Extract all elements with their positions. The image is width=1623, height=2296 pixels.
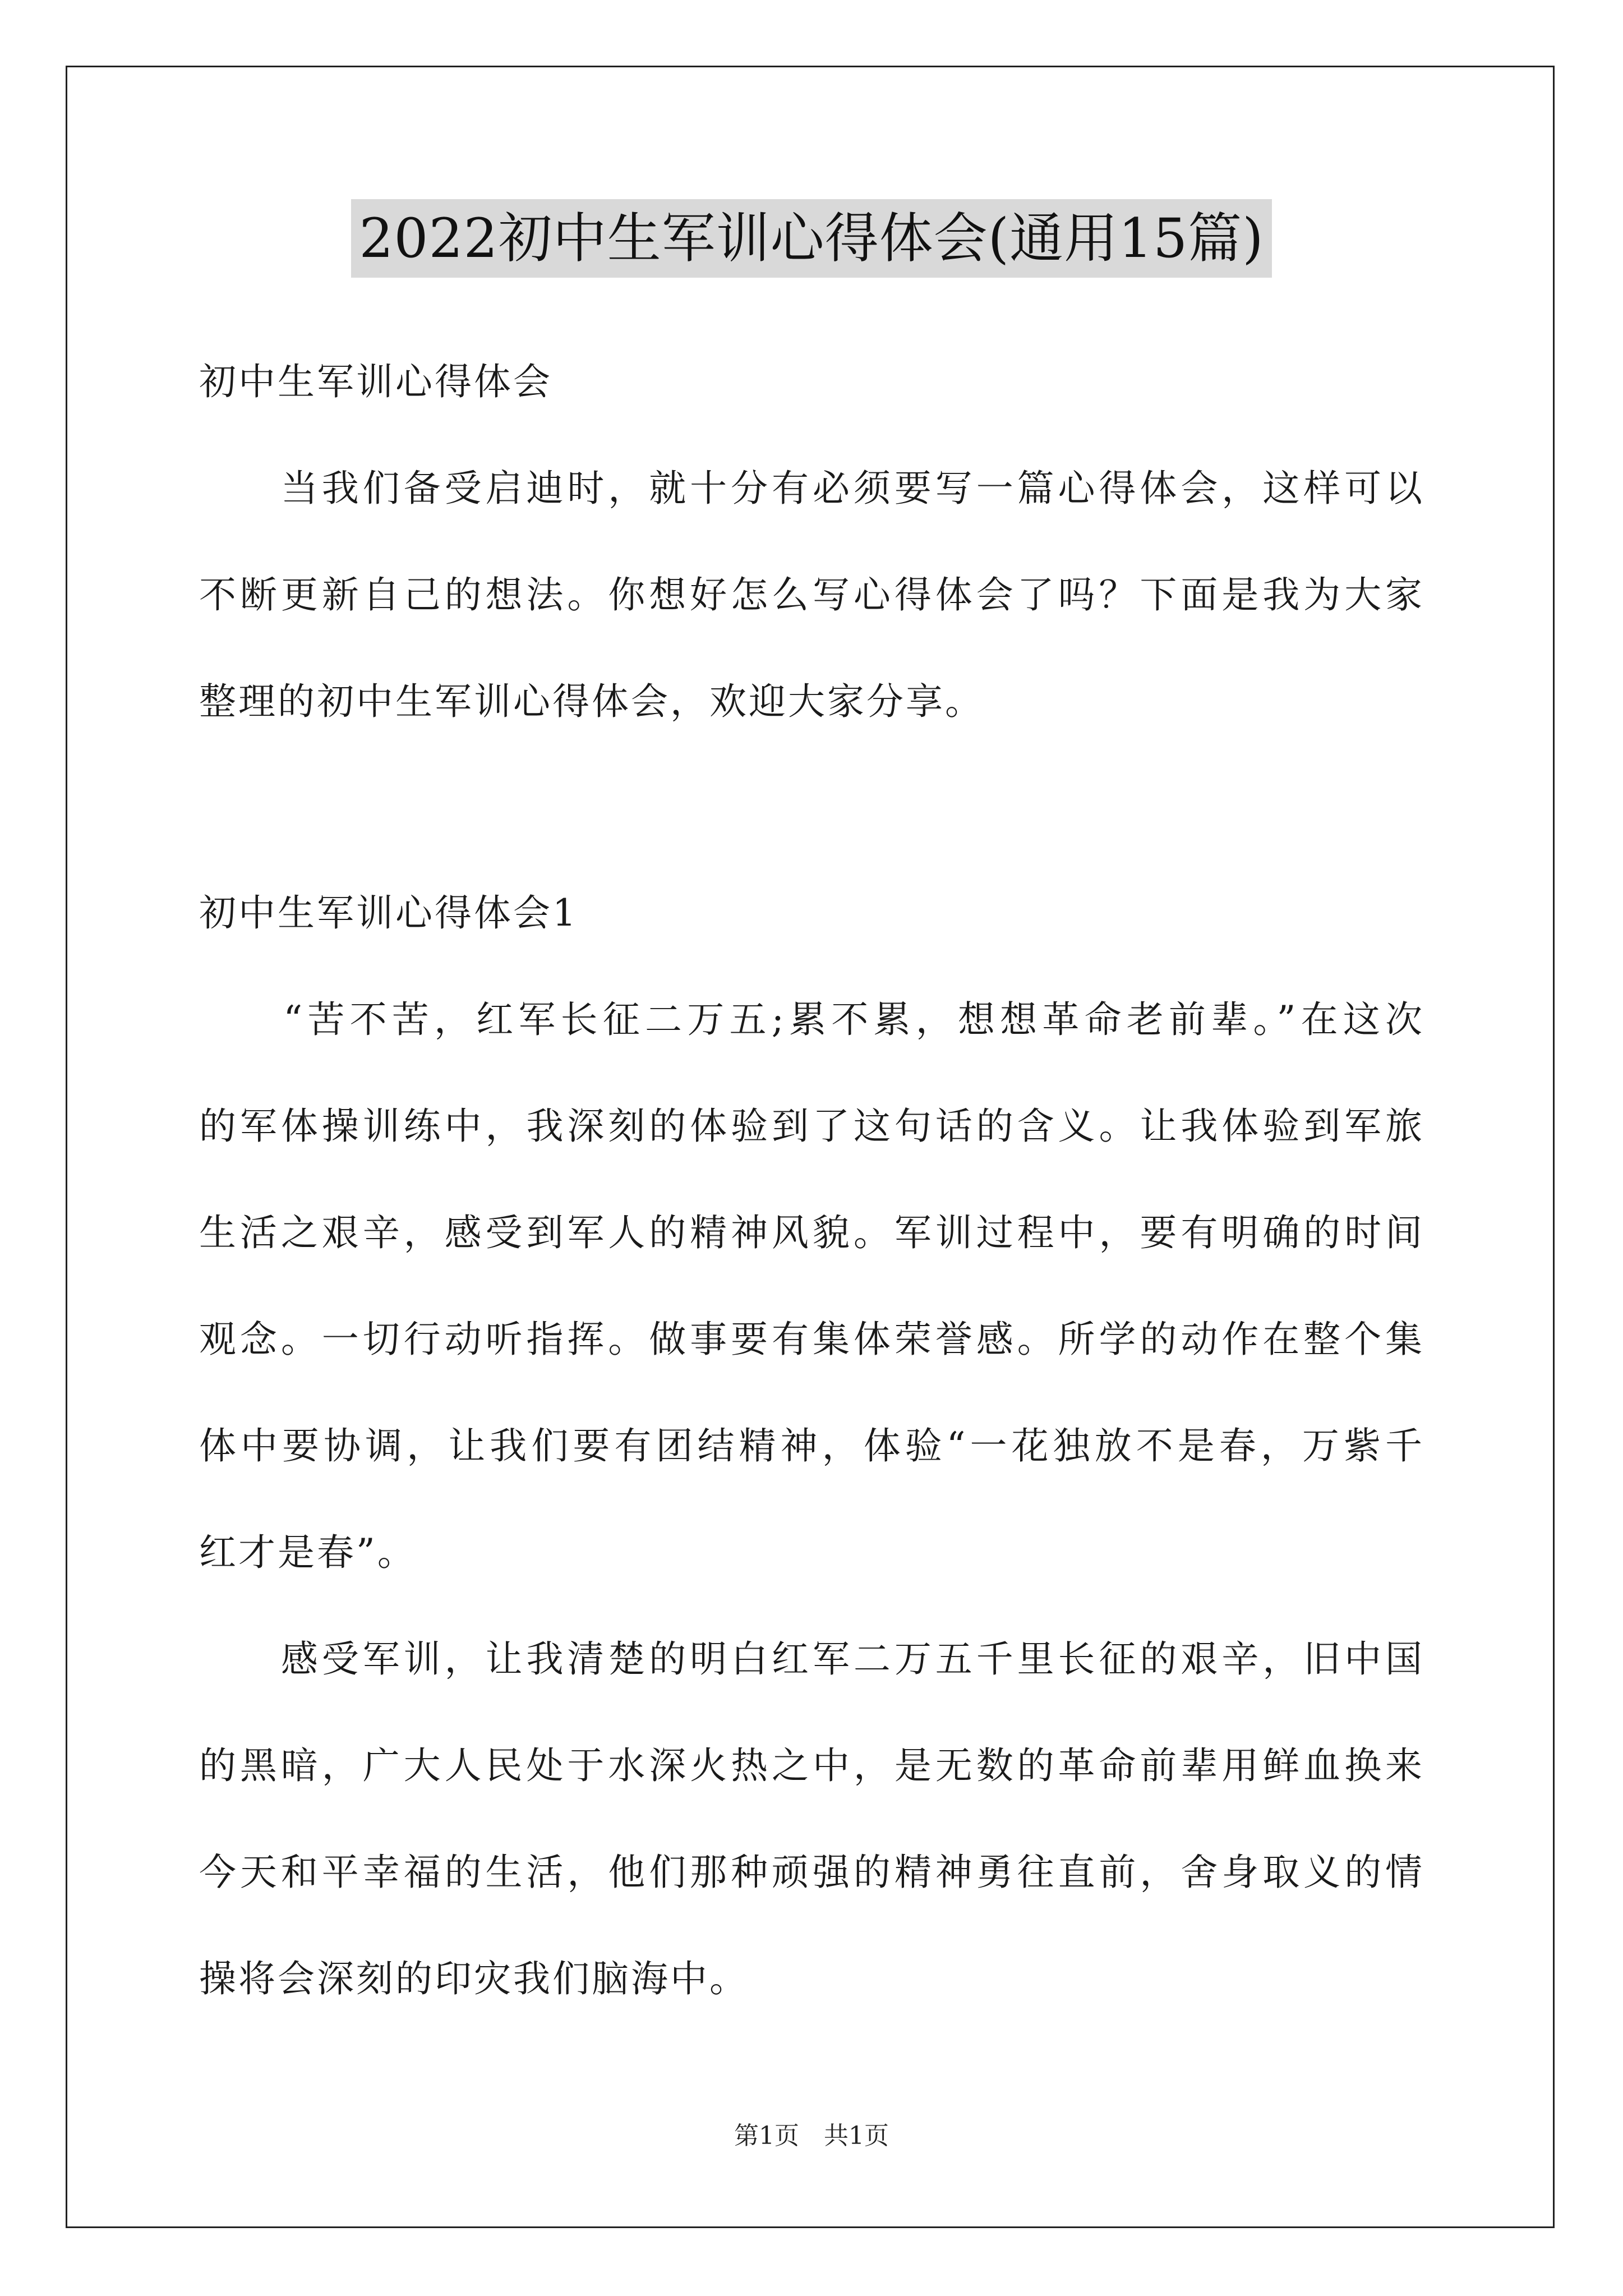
title-container (0, 199, 1623, 278)
section-heading: 初中生军训心得体会1 (199, 891, 578, 935)
paragraph-line: 感受军训，让我清楚的明白红军二万五千里长征的艰辛，旧中国 (199, 1637, 1424, 1681)
paragraph-line: 操将会深刻的印灾我们脑海中。 (199, 1957, 749, 2000)
section-heading: 初中生军训心得体会 (199, 360, 552, 403)
paragraph-line: 不断更新自己的想法。你想好怎么写心得体会了吗？下面是我为大家 (199, 573, 1424, 616)
paragraph-line: 体中要协调，让我们要有团结精神，体验“一花独放不是春，万紫千 (199, 1424, 1424, 1467)
page-footer: 第1页 共1页 (734, 2122, 889, 2150)
paragraph-line: 的军体操训练中，我深刻的体验到了这句话的含义。让我体验到军旅 (199, 1105, 1424, 1148)
paragraph-line: “苦不苦，红军长征二万五;累不累，想想革命老前辈。”在这次 (199, 998, 1424, 1041)
paragraph-line: 整理的初中生军训心得体会，欢迎大家分享。 (199, 680, 984, 723)
document-title: 2022初中生军训心得体会(通用15篇) (351, 199, 1271, 278)
paragraph-line: 当我们备受启迪时，就十分有必须要写一篇心得体会，这样可以 (199, 467, 1424, 510)
paragraph-line: 红才是春”。 (199, 1531, 417, 1574)
paragraph-line: 观念。一切行动听指挥。做事要有集体荣誉感。所学的动作在整个集 (199, 1318, 1424, 1361)
paragraph-line: 的黑暗，广大人民处于水深火热之中，是无数的革命前辈用鲜血换来 (199, 1744, 1424, 1787)
paragraph-line: 生活之艰辛，感受到军人的精神风貌。军训过程中，要有明确的时间 (199, 1211, 1424, 1254)
paragraph-line: 今天和平幸福的生活，他们那种顽强的精神勇往直前，舍身取义的情 (199, 1851, 1424, 1894)
